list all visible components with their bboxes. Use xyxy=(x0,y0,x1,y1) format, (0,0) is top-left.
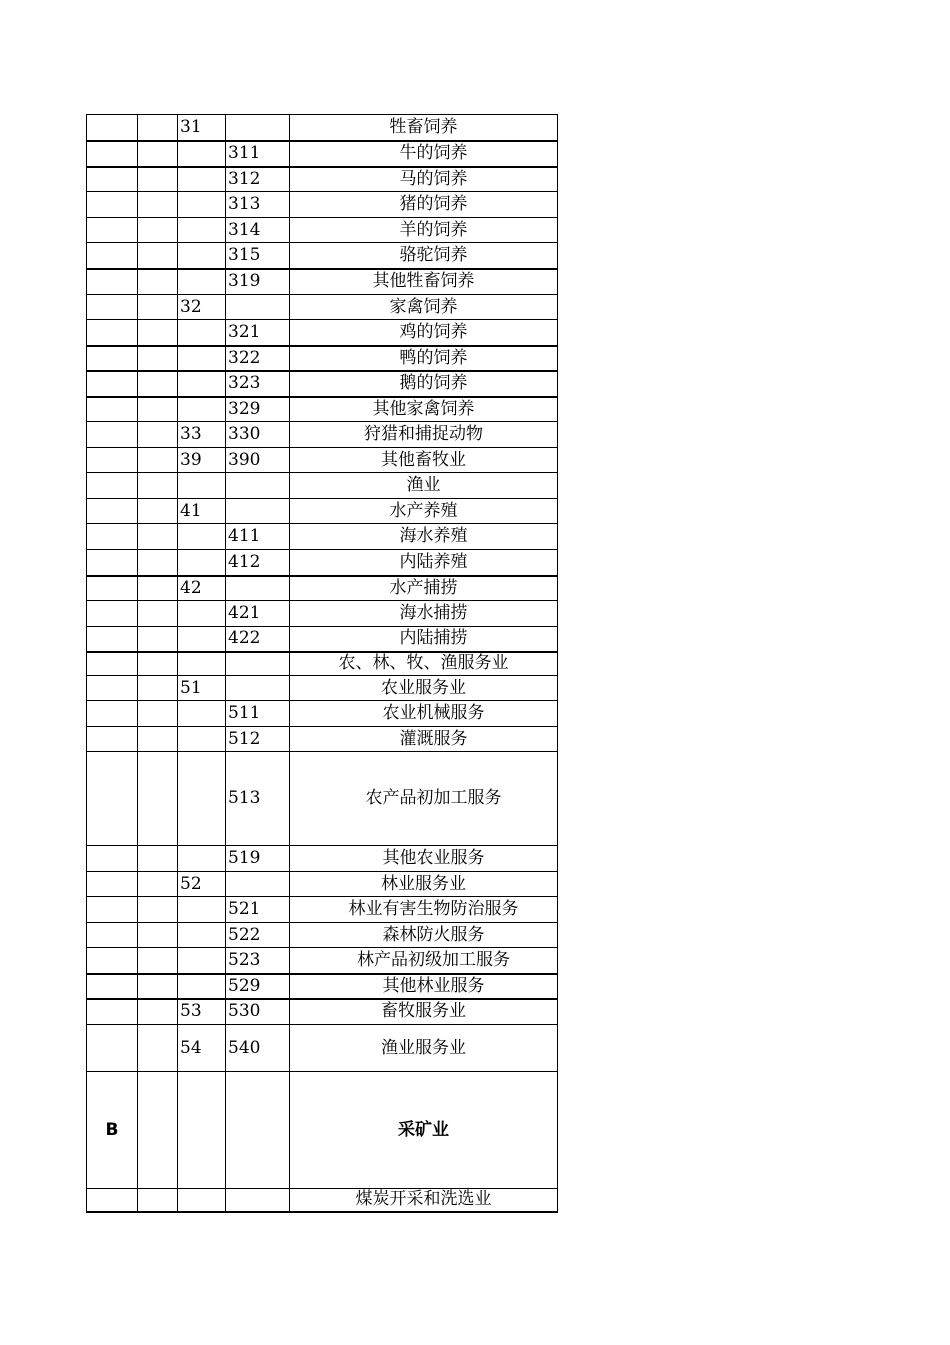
category-name-cell: 骆驼饲养 xyxy=(290,243,558,269)
category-name-cell: 林业有害生物防治服务 xyxy=(290,897,558,923)
table-row xyxy=(87,1072,558,1189)
division-code-cell xyxy=(138,676,178,701)
group-code-cell xyxy=(178,320,226,346)
section-code-cell xyxy=(87,999,138,1025)
category-name-cell: 鸭的饲养 xyxy=(290,346,558,371)
group-code-cell: 41 xyxy=(178,499,226,524)
table-row xyxy=(87,752,558,846)
group-code-cell xyxy=(178,601,226,627)
table-row xyxy=(87,473,558,499)
section-code-cell xyxy=(87,295,138,320)
table-row xyxy=(87,701,558,727)
section-code-cell xyxy=(87,1025,138,1072)
table-row xyxy=(87,601,558,627)
category-name-cell: 其他牲畜饲养 xyxy=(290,269,558,295)
group-code-cell xyxy=(178,192,226,218)
group-code-cell xyxy=(178,550,226,576)
section-code-cell xyxy=(87,167,138,192)
class-code-cell: 522 xyxy=(226,923,290,948)
category-name-cell: 牲畜饲养 xyxy=(290,115,558,141)
division-code-cell xyxy=(138,167,178,192)
class-code-cell: 512 xyxy=(226,727,290,752)
category-name-cell: 林业服务业 xyxy=(290,872,558,897)
division-code-cell xyxy=(138,1072,178,1189)
division-code-cell xyxy=(138,897,178,923)
division-code-cell xyxy=(138,295,178,320)
section-code-cell: B xyxy=(87,1072,138,1189)
section-code-cell xyxy=(87,974,138,999)
class-code-cell: 540 xyxy=(226,1025,290,1072)
category-name-cell: 采矿业 xyxy=(290,1072,558,1189)
table-row xyxy=(87,897,558,923)
table-row xyxy=(87,141,558,167)
section-code-cell xyxy=(87,1189,138,1212)
section-code-cell xyxy=(87,923,138,948)
group-code-cell xyxy=(178,346,226,371)
section-code-cell xyxy=(87,846,138,872)
table-row xyxy=(87,576,558,601)
class-code-cell xyxy=(226,872,290,897)
group-code-cell: 51 xyxy=(178,676,226,701)
section-code-cell xyxy=(87,676,138,701)
class-code-cell: 329 xyxy=(226,397,290,422)
group-code-cell xyxy=(178,1189,226,1212)
table-row xyxy=(87,676,558,701)
section-code-cell xyxy=(87,371,138,397)
table-row xyxy=(87,295,558,320)
category-name-cell: 其他农业服务 xyxy=(290,846,558,872)
group-code-cell xyxy=(178,923,226,948)
class-code-cell xyxy=(226,1189,290,1212)
class-code-cell: 523 xyxy=(226,948,290,974)
category-name-cell: 牛的饲养 xyxy=(290,141,558,167)
class-code-cell: 530 xyxy=(226,999,290,1025)
class-code-cell: 422 xyxy=(226,627,290,652)
table-row xyxy=(87,948,558,974)
industry-classification-table xyxy=(86,114,558,1213)
division-code-cell xyxy=(138,448,178,473)
category-name-cell: 其他林业服务 xyxy=(290,974,558,999)
group-code-cell xyxy=(178,897,226,923)
class-code-cell: 330 xyxy=(226,422,290,448)
section-code-cell xyxy=(87,243,138,269)
group-code-cell xyxy=(178,627,226,652)
division-code-cell xyxy=(138,727,178,752)
division-code-cell xyxy=(138,473,178,499)
category-name-cell: 其他家禽饲养 xyxy=(290,397,558,422)
class-code-cell: 421 xyxy=(226,601,290,627)
table-row xyxy=(87,269,558,295)
category-name-cell: 渔业服务业 xyxy=(290,1025,558,1072)
category-name-cell: 内陆捕捞 xyxy=(290,627,558,652)
class-code-cell xyxy=(226,295,290,320)
group-code-cell xyxy=(178,141,226,167)
category-name-cell: 水产养殖 xyxy=(290,499,558,524)
group-code-cell: 39 xyxy=(178,448,226,473)
category-name-cell: 森林防火服务 xyxy=(290,923,558,948)
division-code-cell xyxy=(138,243,178,269)
section-code-cell xyxy=(87,948,138,974)
category-name-cell: 鸡的饲养 xyxy=(290,320,558,346)
class-code-cell: 411 xyxy=(226,524,290,550)
group-code-cell xyxy=(178,218,226,243)
section-code-cell xyxy=(87,727,138,752)
class-code-cell xyxy=(226,1072,290,1189)
class-code-cell: 312 xyxy=(226,167,290,192)
category-name-cell: 渔业 xyxy=(290,473,558,499)
table-body xyxy=(87,115,558,1212)
table-row xyxy=(87,243,558,269)
division-code-cell xyxy=(138,846,178,872)
group-code-cell xyxy=(178,243,226,269)
group-code-cell xyxy=(178,701,226,727)
class-code-cell: 521 xyxy=(226,897,290,923)
division-code-cell xyxy=(138,141,178,167)
table-row xyxy=(87,999,558,1025)
group-code-cell xyxy=(178,1072,226,1189)
division-code-cell xyxy=(138,499,178,524)
section-code-cell xyxy=(87,269,138,295)
division-code-cell xyxy=(138,346,178,371)
class-code-cell: 313 xyxy=(226,192,290,218)
division-code-cell xyxy=(138,320,178,346)
table-row xyxy=(87,727,558,752)
table-row xyxy=(87,524,558,550)
division-code-cell xyxy=(138,550,178,576)
group-code-cell: 52 xyxy=(178,872,226,897)
class-code-cell: 513 xyxy=(226,752,290,846)
division-code-cell xyxy=(138,371,178,397)
table-row xyxy=(87,627,558,652)
class-code-cell: 323 xyxy=(226,371,290,397)
section-code-cell xyxy=(87,652,138,676)
category-name-cell: 鹅的饲养 xyxy=(290,371,558,397)
table-row xyxy=(87,346,558,371)
class-code-cell: 390 xyxy=(226,448,290,473)
class-code-cell xyxy=(226,499,290,524)
group-code-cell: 54 xyxy=(178,1025,226,1072)
table-row xyxy=(87,448,558,473)
category-name-cell: 海水养殖 xyxy=(290,524,558,550)
division-code-cell xyxy=(138,397,178,422)
group-code-cell xyxy=(178,948,226,974)
class-code-cell xyxy=(226,115,290,141)
section-code-cell xyxy=(87,115,138,141)
division-code-cell xyxy=(138,701,178,727)
table-row xyxy=(87,192,558,218)
category-name-cell: 农产品初加工服务 xyxy=(290,752,558,846)
group-code-cell xyxy=(178,371,226,397)
group-code-cell xyxy=(178,269,226,295)
class-code-cell xyxy=(226,473,290,499)
division-code-cell xyxy=(138,1189,178,1212)
division-code-cell xyxy=(138,524,178,550)
class-code-cell xyxy=(226,652,290,676)
table-row xyxy=(87,652,558,676)
category-name-cell: 马的饲养 xyxy=(290,167,558,192)
class-code-cell: 315 xyxy=(226,243,290,269)
group-code-cell: 33 xyxy=(178,422,226,448)
table-row xyxy=(87,499,558,524)
table-row xyxy=(87,115,558,141)
section-code-cell xyxy=(87,701,138,727)
section-code-cell xyxy=(87,752,138,846)
group-code-cell: 42 xyxy=(178,576,226,601)
section-code-cell xyxy=(87,524,138,550)
division-code-cell xyxy=(138,627,178,652)
category-name-cell: 其他畜牧业 xyxy=(290,448,558,473)
section-code-cell xyxy=(87,218,138,243)
division-code-cell xyxy=(138,422,178,448)
category-name-cell: 海水捕捞 xyxy=(290,601,558,627)
table-row xyxy=(87,422,558,448)
table-row xyxy=(87,397,558,422)
section-code-cell xyxy=(87,576,138,601)
table-row xyxy=(87,1025,558,1072)
category-name-cell: 水产捕捞 xyxy=(290,576,558,601)
table-row xyxy=(87,846,558,872)
group-code-cell: 31 xyxy=(178,115,226,141)
class-code-cell: 529 xyxy=(226,974,290,999)
section-code-cell xyxy=(87,141,138,167)
category-name-cell: 农业服务业 xyxy=(290,676,558,701)
group-code-cell xyxy=(178,727,226,752)
division-code-cell xyxy=(138,652,178,676)
section-code-cell xyxy=(87,422,138,448)
division-code-cell xyxy=(138,948,178,974)
category-name-cell: 猪的饲养 xyxy=(290,192,558,218)
table-row xyxy=(87,974,558,999)
division-code-cell xyxy=(138,923,178,948)
table-row xyxy=(87,1189,558,1212)
division-code-cell xyxy=(138,218,178,243)
class-code-cell xyxy=(226,576,290,601)
division-code-cell xyxy=(138,601,178,627)
section-code-cell xyxy=(87,872,138,897)
division-code-cell xyxy=(138,1025,178,1072)
section-code-cell xyxy=(87,320,138,346)
category-name-cell: 内陆养殖 xyxy=(290,550,558,576)
category-name-cell: 畜牧服务业 xyxy=(290,999,558,1025)
category-name-cell: 农、林、牧、渔服务业 xyxy=(290,652,558,676)
division-code-cell xyxy=(138,752,178,846)
table-row xyxy=(87,320,558,346)
class-code-cell xyxy=(226,676,290,701)
section-code-cell xyxy=(87,897,138,923)
table-row xyxy=(87,218,558,243)
group-code-cell xyxy=(178,473,226,499)
class-code-cell: 319 xyxy=(226,269,290,295)
category-name-cell: 煤炭开采和洗选业 xyxy=(290,1189,558,1212)
section-code-cell xyxy=(87,550,138,576)
class-code-cell: 311 xyxy=(226,141,290,167)
section-code-cell xyxy=(87,346,138,371)
division-code-cell xyxy=(138,192,178,218)
section-code-cell xyxy=(87,192,138,218)
category-name-cell: 林产品初级加工服务 xyxy=(290,948,558,974)
division-code-cell xyxy=(138,576,178,601)
class-code-cell: 322 xyxy=(226,346,290,371)
group-code-cell xyxy=(178,397,226,422)
section-code-cell xyxy=(87,397,138,422)
group-code-cell xyxy=(178,524,226,550)
category-name-cell: 狩猎和捕捉动物 xyxy=(290,422,558,448)
category-name-cell: 家禽饲养 xyxy=(290,295,558,320)
table-row xyxy=(87,167,558,192)
section-code-cell xyxy=(87,601,138,627)
division-code-cell xyxy=(138,872,178,897)
table-row xyxy=(87,872,558,897)
section-code-cell xyxy=(87,448,138,473)
division-code-cell xyxy=(138,269,178,295)
class-code-cell: 412 xyxy=(226,550,290,576)
section-code-cell xyxy=(87,627,138,652)
group-code-cell: 32 xyxy=(178,295,226,320)
class-code-cell: 321 xyxy=(226,320,290,346)
group-code-cell xyxy=(178,752,226,846)
group-code-cell: 53 xyxy=(178,999,226,1025)
table-row xyxy=(87,550,558,576)
division-code-cell xyxy=(138,974,178,999)
table-row xyxy=(87,923,558,948)
division-code-cell xyxy=(138,115,178,141)
group-code-cell xyxy=(178,167,226,192)
class-code-cell: 314 xyxy=(226,218,290,243)
group-code-cell xyxy=(178,652,226,676)
class-code-cell: 511 xyxy=(226,701,290,727)
division-code-cell xyxy=(138,999,178,1025)
category-name-cell: 农业机械服务 xyxy=(290,701,558,727)
category-name-cell: 羊的饲养 xyxy=(290,218,558,243)
category-name-cell: 灌溉服务 xyxy=(290,727,558,752)
class-code-cell: 519 xyxy=(226,846,290,872)
table-row xyxy=(87,371,558,397)
group-code-cell xyxy=(178,974,226,999)
group-code-cell xyxy=(178,846,226,872)
section-code-cell xyxy=(87,499,138,524)
section-code-cell xyxy=(87,473,138,499)
